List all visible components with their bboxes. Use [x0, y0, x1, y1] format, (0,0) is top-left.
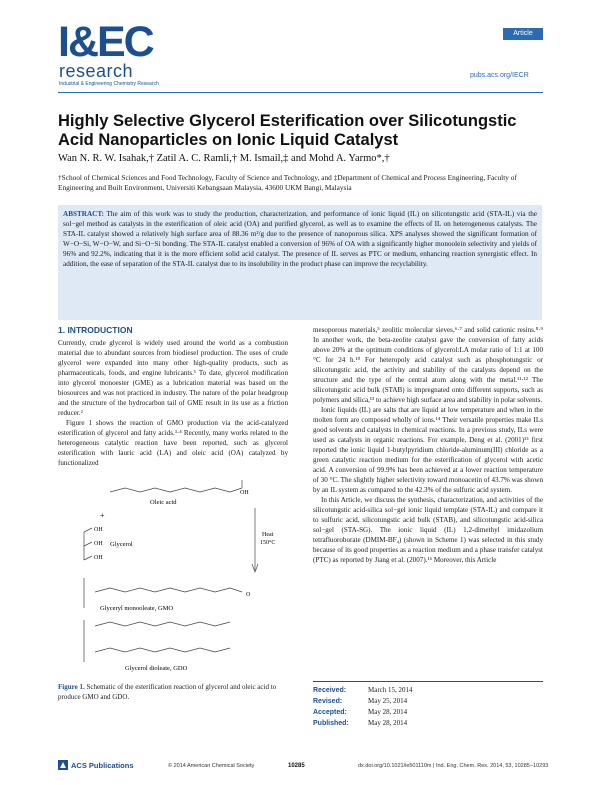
figure-1-scheme — [70, 480, 290, 675]
date-row: Published: May 28, 2014 — [313, 719, 408, 727]
abstract-box — [58, 205, 542, 320]
paragraph: Ionic liquids (IL) are salts that are liquid at low temperature and when in the molten form are composed wholly of ions.¹⁴ Their versatile properties make ILs good solvents and catalysts in chemical reactions. In a previous study, ILs were used as catalysts in organic reactions. For example, Deng et al. (2001)¹⁵ first reported the ionic liquid 1-butylpyridium chloride-aluminum(III) chloride as a green catalytic reaction medium for the esterification of glycerol with acetic acid. A conversion of 99.9% has been achieved at a lower reaction temperature of 30 °C. The slightly higher selectivity toward monoacetin of 43.7% was shown by an IL system as compared to the 42.3% of the sulfuric acid system. — [313, 406, 543, 494]
gdo-chain-1 — [95, 622, 230, 626]
journal-logo-subtitle: Industrial & Engineering Chemistry Research — [59, 81, 159, 87]
paragraph: Figure 1 shows the reaction of GMO production via the acid-catalyzed esterification of glycerol and fatty acids.³·⁴ Recently, many works related to the heterogeneous catalytic reaction have been reported, such as glycerol esterification with lauric acid (LA) and oleic acid (OA) catalyzed by functionalized — [58, 419, 288, 467]
header-divider — [58, 92, 543, 93]
date-row: Accepted: May 28, 2014 — [313, 708, 408, 716]
acs-logo-icon — [58, 760, 68, 770]
label-oh-2: OH — [94, 541, 103, 547]
paragraph: Currently, crude glycerol is widely used around the world as a combustion material due to abundant sources from biodiesel production. The uses of crude glycerol were expanded into many other high-quality products, such as pharmaceuticals, foods, and engine lubricants.¹ To date, glycerol modification into glycerol monoester (GME) as a lubrication material was based on the biosources and was not practiced in industry. The nature of the polar headgroup and the structure of the hydrocarbon tail of GME result in its use as a friction reducer.² — [58, 339, 288, 417]
journal-logo-research: research — [59, 61, 134, 81]
journal-logo: I&EC — [58, 18, 153, 66]
oleic-acid-chain — [110, 488, 230, 492]
label-temp: 150°C — [260, 540, 276, 546]
journal-url[interactable]: pubs.acs.org/IECR — [470, 72, 529, 79]
gdo-chain-2 — [95, 648, 230, 652]
label-plus: + — [100, 511, 105, 520]
paragraph: mesoporous materials,⁵ zeolitic molecular sieves,⁶·⁷ and solid cationic resins.⁸·⁹ In another work, the beta-zeolite catalyst gave the conversion of fatty acids above 20% at the optimum conditions of glycerol:LA molar ratio of 1:1 at 100 °C for 24 h.¹⁰ For heteropoly acid catalyst such as phosphotungstic or silicotungstic acid, the activity and stability of the catalysts depend on the structure and the type of the central atom along with the metal.¹¹·¹² The silicotungstic acid bulk (STAB) is impregnated onto different supports, such as polymers and silica,¹³ to achieve high surface area and stability in polar solvents. — [313, 326, 543, 404]
right-column — [313, 325, 543, 565]
copyright: © 2014 American Chemical Society — [168, 763, 255, 769]
label-oh: OH — [240, 490, 249, 496]
label-o-gmo: O — [246, 592, 251, 598]
section-heading: 1. INTRODUCTION — [58, 325, 133, 335]
affiliations: †School of Chemical Sciences and Food Technology, Faculty of Science and Technology, and ‡Department of Chemical and Process Engineering, Faculty of Engineering and Built Environment, Universiti Kebangsaan Malaysia, 43600 UKM Bangi, Malaysia — [58, 173, 517, 192]
figure-caption-text: Schematic of the esterification reaction of glycerol and oleic acid to produce GMO and GDO. — [58, 683, 277, 701]
paragraph: In this Article, we discuss the synthesis, characterization, and activities of the silicotungstic acid-silica sol−gel ionic liquid template (STA-IL) and compare it to sulfuric acid, silicotungstic acid bulk (STAB), and silicotungstic acid-silica sol−gel (STA-SG). The ionic liquid (IL) 1,2-dimethyl imidazolium tetrafluoroborate (DMIM-BF₄) (shown in Scheme 1) was selected in this study because of its good properties as a reaction medium and a phase transfer catalyst (PTC) as reported by Jiang et al. (2007).¹⁶ Moreover, this Article — [313, 496, 543, 564]
label-glycerol: Glycerol — [110, 541, 133, 548]
label-heat: Heat — [262, 532, 274, 538]
label-oleic-acid: Oleic acid — [150, 499, 177, 506]
doi-citation[interactable]: dx.doi.org/10.1021/ie501110m | Ind. Eng. Chem. Res. 2014, 53, 10285−10293 — [358, 763, 549, 769]
date-row: Received: March 15, 2014 — [313, 686, 413, 694]
publication-dates — [313, 685, 543, 729]
label-gdo: Glycerol dioleate, GDO — [125, 665, 188, 672]
author-list: Wan N. R. W. Isahak,† Zatil A. C. Ramli,† M. Ismail,‡ and Mohd A. Yarmo*,† — [58, 153, 390, 164]
article-title: Highly Selective Glycerol Esterification over Silicotungstic Acid Nanoparticles on Ionic Liquid Catalyst — [58, 112, 517, 149]
page-number: 10285 — [288, 763, 305, 769]
article-type-badge: Article — [503, 28, 543, 40]
abstract-label: ABSTRACT: — [63, 210, 105, 218]
gmo-chain — [95, 588, 230, 592]
publisher-name: ACS Publications — [71, 761, 134, 770]
abstract-text: The aim of this work was to study the production, characterization, and performance of ionic liquid (IL) on silicotungstic acid (STA-IL) via the sol−gel method as catalysts in the esterification of oleic acid (OA) and purified glycerol, as well as to examine the effects of IL on heterogeneous catalysts. The STA-IL catalyst showed a relatively high surface area of 88.36 m²/g due to the presence of nanoporous silica. XPS analyses showed the significant formation of W−O−Si, W−O−W, and Si−O−Si bonding. The STA-IL catalyst enabled a conversion of 96% of OA with a significantly higher monoolein selectivity and yields of 96% and 92.2%, indicating that it is the more efficient solid acid catalyst. The presence of IL serves as PTC or medium, enhancing reaction synergistic effect. In addition, the ease of separation of the STA-IL catalyst due to its insolubility in the product phase can improve the recyclability. — [63, 210, 537, 268]
figure-caption — [58, 682, 294, 702]
label-oh-3: OH — [94, 555, 103, 561]
date-row: Revised: May 25, 2014 — [313, 697, 408, 705]
dates-divider — [313, 681, 543, 682]
figure-caption-label: Figure 1. — [58, 683, 85, 691]
label-gmo: Glyceryl monooleate, GMO — [100, 605, 174, 612]
left-column — [58, 338, 288, 468]
label-oh-1: OH — [94, 527, 103, 533]
